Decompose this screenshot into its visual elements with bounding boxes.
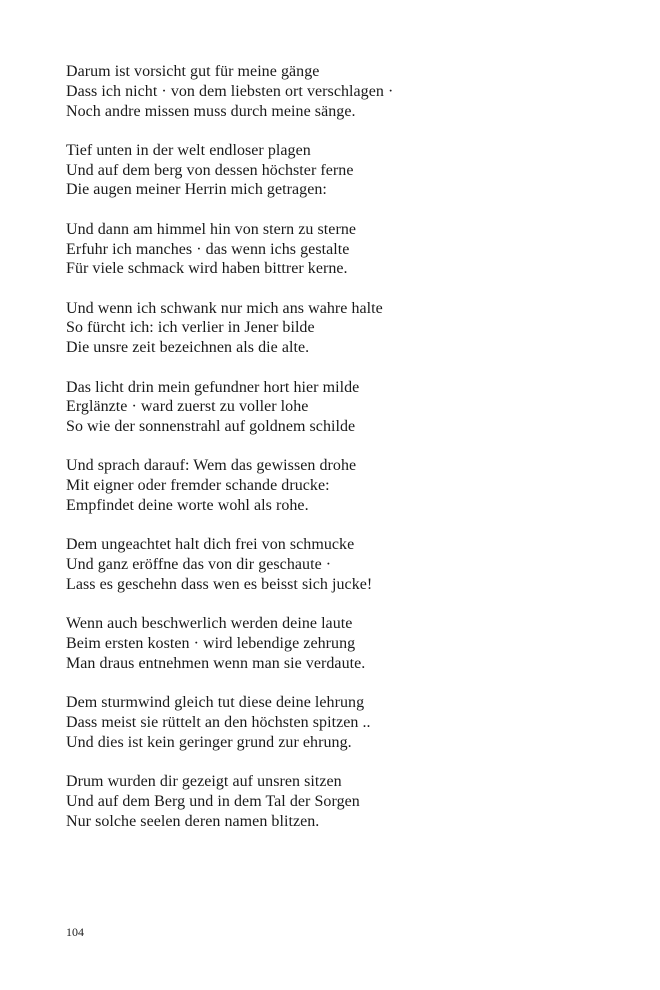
poem-line: Und dies ist kein geringer grund zur ehrung. <box>66 733 352 751</box>
poem-line: Empfindet deine worte wohl als rohe. <box>66 497 309 515</box>
poem-line: Dem sturmwind gleich tut diese deine lehrung <box>66 694 365 712</box>
poem-line: Und auf dem Berg und in dem Tal der Sorgen <box>66 792 360 810</box>
poem-line: Beim ersten kosten · wird lebendige zehrung <box>66 635 356 653</box>
poem-line: Und auf dem berg von dessen höchster ferne <box>66 161 354 179</box>
stanza-10 <box>66 772 606 831</box>
poem-line: Und dann am himmel hin von stern zu sterne <box>66 220 357 238</box>
poem-line: Und ganz eröffne das von dir geschaute · <box>66 556 332 574</box>
poem-line: Man draus entnehmen wenn man sie verdaute. <box>66 654 366 672</box>
poem-line: Mit eigner oder fremder schande drucke: <box>66 477 330 495</box>
poem-line: Für viele schmack wird haben bittrer kerne. <box>66 260 348 278</box>
poem-line: Tief unten in der welt endloser plagen <box>66 141 311 159</box>
poem-line: Und sprach darauf: Wem das gewissen drohe <box>66 457 357 475</box>
stanza-8 <box>66 614 606 673</box>
stanza-3 <box>66 220 606 279</box>
poem-line: So wie der sonnenstrahl auf goldnem schilde <box>66 418 356 436</box>
stanza-5 <box>66 378 606 437</box>
poem-line: Die unsre zeit bezeichnen als die alte. <box>66 339 310 357</box>
poem-line: Drum wurden dir gezeigt auf unsren sitzen <box>66 773 342 791</box>
poem-line: Dass meist sie rüttelt an den höchsten spitzen .. <box>66 713 371 731</box>
stanza-2 <box>66 141 606 200</box>
poem-line: Nur solche seelen deren namen blitzen. <box>66 812 320 830</box>
poem-body <box>66 62 606 851</box>
poem-line: Wenn auch beschwerlich werden deine laute <box>66 615 353 633</box>
poem-line: Lass es geschehn dass wen es beisst sich jucke! <box>66 575 373 593</box>
poem-line: Darum ist vorsicht gut für meine gänge <box>66 63 320 80</box>
stanza-4 <box>66 299 606 358</box>
poem-line: Erglänzte · ward zuerst zu voller lohe <box>66 398 309 416</box>
stanza-7 <box>66 535 606 594</box>
stanza-9 <box>66 693 606 752</box>
stanza-1 <box>66 62 606 121</box>
page-number: 104 <box>66 925 84 939</box>
poem-line: Dem ungeachtet halt dich frei von schmucke <box>66 536 355 554</box>
poem-line: Das licht drin mein gefundner hort hier milde <box>66 378 360 396</box>
poem-line: Noch andre missen muss durch meine sänge. <box>66 102 356 120</box>
poem-line: Erfuhr ich manches · das wenn ichs gestalte <box>66 240 350 258</box>
stanza-6 <box>66 456 606 515</box>
poem-line: Dass ich nicht · von dem liebsten ort verschlagen · <box>66 82 394 100</box>
poem-line: Die augen meiner Herrin mich getragen: <box>66 181 327 199</box>
poem-line: Und wenn ich schwank nur mich ans wahre halte <box>66 299 383 317</box>
poem-line: So fürcht ich: ich verlier in Jener bilde <box>66 319 315 337</box>
